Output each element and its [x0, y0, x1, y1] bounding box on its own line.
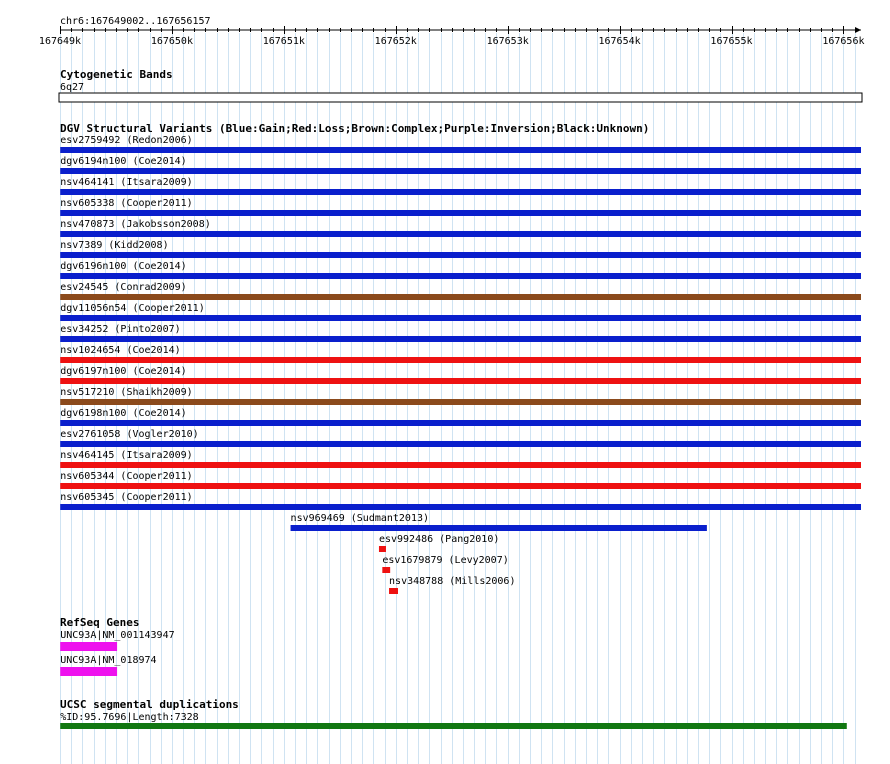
track-title-cyto: Cytogenetic Bands [60, 68, 173, 81]
dgv-feature-bar[interactable] [60, 273, 861, 279]
dgv-feature[interactable] [60, 345, 861, 363]
region-label: chr6:167649002..167656157 [60, 16, 211, 27]
dgv-feature-label: dgv6197n100 (Coe2014) [60, 366, 187, 377]
track-title-refseq: RefSeq Genes [60, 616, 140, 629]
ruler-tick-label: 167652k [374, 36, 417, 47]
dgv-feature-bar[interactable] [60, 210, 861, 216]
dgv-feature-bar[interactable] [291, 525, 707, 531]
feature-label: %ID:95.7696|Length:7328 [60, 712, 199, 723]
track-title-dgv: DGV Structural Variants (Blue:Gain;Red:Loss;Brown:Complex;Purple:Inversion;Black:Unknown) [60, 122, 650, 135]
dgv-feature-bar[interactable] [60, 168, 861, 174]
feature[interactable] [60, 712, 847, 729]
track-segmental-duplications [60, 698, 847, 729]
dgv-feature-label: nsv7389 (Kidd2008) [60, 240, 169, 251]
dgv-feature[interactable] [60, 429, 861, 447]
dgv-feature-bar[interactable] [60, 231, 861, 237]
dgv-feature[interactable] [60, 261, 861, 279]
dgv-feature-bar[interactable] [60, 399, 861, 405]
dgv-feature-label: nsv464141 (Itsara2009) [60, 177, 193, 188]
dgv-feature-label: nsv1024654 (Coe2014) [60, 345, 181, 356]
dgv-feature-label: nsv605338 (Cooper2011) [60, 198, 193, 209]
cyto-band-label: 6q27 [60, 82, 85, 93]
feature-bar[interactable] [60, 667, 117, 676]
dgv-feature[interactable] [60, 156, 861, 174]
dgv-feature-bar[interactable] [60, 504, 861, 510]
dgv-feature-bar[interactable] [60, 147, 861, 153]
dgv-feature-bar[interactable] [60, 357, 861, 363]
dgv-feature[interactable] [60, 282, 861, 300]
dgv-feature-label: esv24545 (Conrad2009) [60, 282, 187, 293]
dgv-feature-label: dgv6198n100 (Coe2014) [60, 408, 187, 419]
ruler-tick-label: 167650k [150, 36, 193, 47]
dgv-feature-label: nsv464145 (Itsara2009) [60, 450, 193, 461]
dgv-feature-bar[interactable] [60, 336, 861, 342]
dgv-feature-bar[interactable] [60, 462, 861, 468]
cyto-band-bar[interactable] [59, 93, 862, 102]
ruler-ticks [39, 26, 865, 47]
feature-bar[interactable] [60, 723, 847, 729]
ruler-tick-label: 167653k [486, 36, 529, 47]
ruler-tick-label: 167654k [598, 36, 641, 47]
dgv-feature-bar[interactable] [60, 483, 861, 489]
dgv-feature[interactable] [60, 177, 861, 195]
feature-bar[interactable] [60, 642, 117, 651]
dgv-feature[interactable] [379, 534, 499, 552]
dgv-feature-label: esv1679879 (Levy2007) [382, 555, 509, 566]
dgv-feature[interactable] [60, 324, 861, 342]
dgv-feature-label: esv992486 (Pang2010) [378, 534, 500, 545]
dgv-feature[interactable] [60, 366, 861, 384]
dgv-feature-bar[interactable] [382, 567, 390, 573]
dgv-feature[interactable] [60, 387, 861, 405]
dgv-feature-bar[interactable] [60, 315, 861, 321]
dgv-feature[interactable] [60, 135, 861, 153]
feature[interactable] [60, 630, 174, 651]
dgv-feature-label: dgv11056n54 (Cooper2011) [60, 303, 205, 314]
dgv-feature-bar[interactable] [60, 252, 861, 258]
dgv-feature[interactable] [60, 408, 861, 426]
dgv-feature-label: dgv6194n100 (Coe2014) [60, 156, 187, 167]
dgv-feature-bar[interactable] [60, 294, 861, 300]
dgv-feature[interactable] [60, 219, 861, 237]
dgv-feature-label: nsv969469 (Sudmant2013) [290, 513, 430, 524]
dgv-feature-bar[interactable] [60, 441, 861, 447]
dgv-feature-label: esv2761058 (Vogler2010) [60, 429, 199, 440]
dgv-feature[interactable] [60, 471, 861, 489]
track-cytogenetic-bands [59, 68, 862, 102]
dgv-feature-label: nsv470873 (Jakobsson2008) [60, 219, 211, 230]
dgv-feature-bar[interactable] [60, 420, 861, 426]
dgv-feature-label: esv2759492 (Redon2006) [60, 135, 193, 146]
ruler-tick-label: 167651k [262, 36, 305, 47]
dgv-feature-bar[interactable] [379, 546, 386, 552]
feature[interactable] [60, 655, 156, 676]
ruler-tick-label: 167649k [38, 36, 82, 47]
dgv-feature-label: dgv6196n100 (Coe2014) [60, 261, 187, 272]
dgv-feature[interactable] [60, 303, 861, 321]
dgv-feature-bar[interactable] [60, 189, 861, 195]
dgv-feature[interactable] [291, 513, 707, 531]
track-refseq-genes [60, 616, 175, 676]
dgv-feature[interactable] [60, 198, 861, 216]
dgv-feature-label: nsv517210 (Shaikh2009) [60, 387, 193, 398]
ruler-tick-label: 167656k [822, 36, 865, 47]
ruler-tick-label: 167655k [710, 36, 753, 47]
track-dgv-structural-variants [60, 122, 861, 594]
dgv-feature[interactable] [60, 492, 861, 510]
ruler [39, 16, 865, 47]
dgv-feature[interactable] [60, 450, 861, 468]
dgv-feature[interactable] [382, 555, 508, 573]
dgv-feature-label: nsv348788 (Mills2006) [389, 576, 516, 587]
dgv-feature-label: nsv605344 (Cooper2011) [60, 471, 193, 482]
dgv-feature[interactable] [60, 240, 861, 258]
dgv-feature-label: nsv605345 (Cooper2011) [60, 492, 193, 503]
dgv-feature-bar[interactable] [60, 378, 861, 384]
dgv-feature-label: esv34252 (Pinto2007) [60, 324, 181, 335]
track-title-segdup: UCSC segmental duplications [60, 698, 239, 711]
feature-label: UNC93A|NM_018974 [60, 655, 157, 666]
dgv-feature-bar[interactable] [389, 588, 398, 594]
feature-label: UNC93A|NM_001143947 [60, 630, 175, 641]
